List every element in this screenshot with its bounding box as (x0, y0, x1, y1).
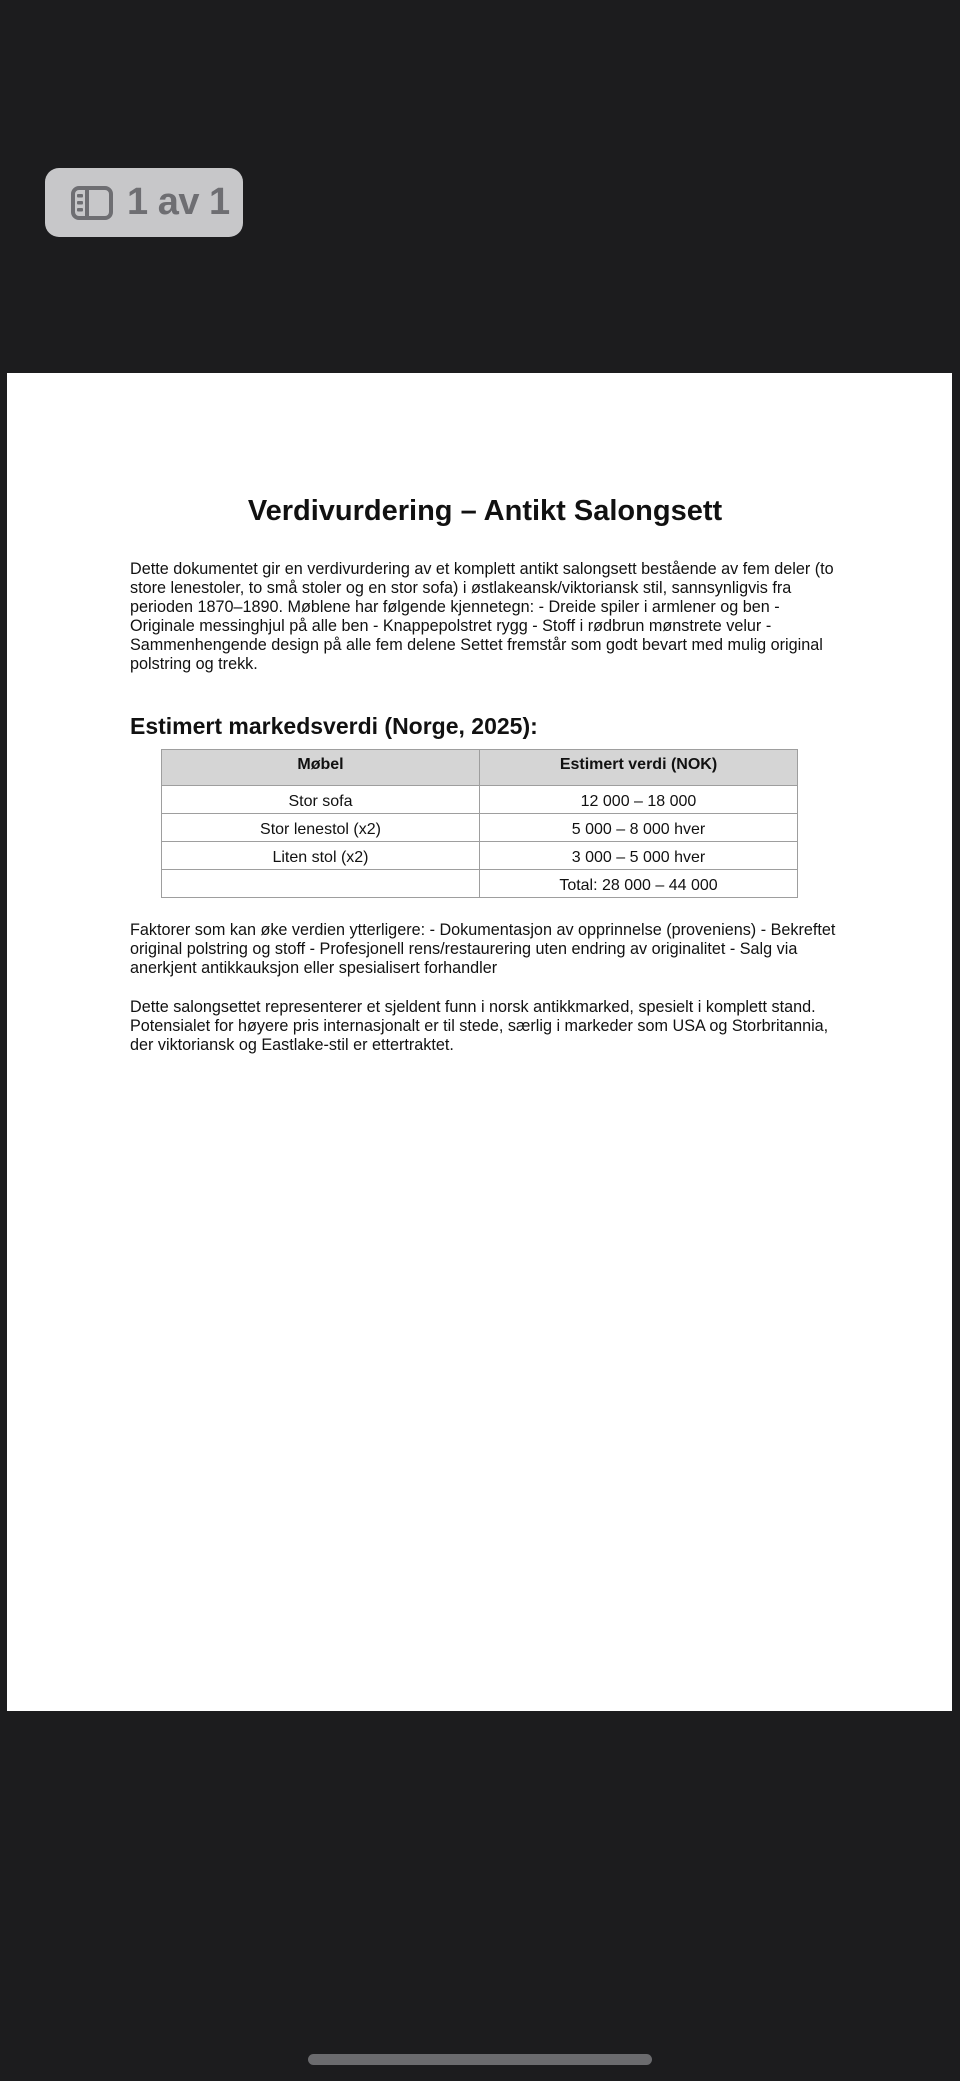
table-cell-value: 3 000 – 5 000 hver (480, 842, 798, 870)
table-cell-furniture: Stor lenestol (x2) (162, 814, 480, 842)
table-row (162, 842, 798, 870)
table-cell-value: 5 000 – 8 000 hver (480, 814, 798, 842)
factors-paragraph: Faktorer som kan øke verdien ytterligere: - Dokumentasjon av opprinnelse (proveniens) - Bekreftet original polstring og stoff - Profesjonell rens/restaurering uten endring av originalitet - Salg via anerkjent antikkauksjon eller spesialisert forhandler (130, 921, 836, 977)
home-indicator[interactable] (308, 2054, 652, 2065)
table-cell-furniture (162, 870, 480, 898)
table-row-total (162, 870, 798, 898)
table-header-row (162, 750, 798, 786)
section-heading: Estimert markedsverdi (Norge, 2025): (130, 713, 538, 739)
document-page (7, 373, 952, 1711)
table-cell-value: 12 000 – 18 000 (480, 786, 798, 814)
table-cell-furniture: Liten stol (x2) (162, 842, 480, 870)
closing-paragraph: Dette salongsettet representerer et sjeldent funn i norsk antikkmarked, spesielt i komplett stand. Potensialet for høyere pris internasjonalt er til stede, særlig i markeder som USA og Storbritannia, der viktoriansk og Eastlake-stil er ettertraktet. (130, 998, 829, 1054)
table-row (162, 786, 798, 814)
column-header-furniture: Møbel (162, 750, 480, 786)
table-cell-furniture: Stor sofa (162, 786, 480, 814)
page-indicator-text: 1 av 1 (127, 181, 230, 223)
intro-paragraph: Dette dokumentet gir en verdivurdering av et komplett antikt salongsett bestående av fem deler (to store lenestoler, to små stoler og en stor sofa) i østlakeansk/viktoriansk stil, sannsynligvis fra perioden 1870–1890. Møblene har følgende kjennetegn: - Dreide spiler i armlener og ben - Originale messinghjul på alle ben - Knappepolstret rygg - Stoff i rødbrun mønstrete velur - Sammenhengende design på alle fem delene Settet fremstår som godt bevart med mulig original polstring og trekk. (130, 560, 834, 673)
valuation-table (161, 749, 798, 898)
sidebar-icon (71, 186, 113, 220)
page-indicator[interactable] (45, 168, 243, 237)
table-cell-total: Total: 28 000 – 44 000 (480, 870, 798, 898)
document-title: Verdivurdering – Antikt Salongsett (247, 495, 723, 527)
table-row (162, 814, 798, 842)
column-header-value: Estimert verdi (NOK) (480, 750, 798, 786)
